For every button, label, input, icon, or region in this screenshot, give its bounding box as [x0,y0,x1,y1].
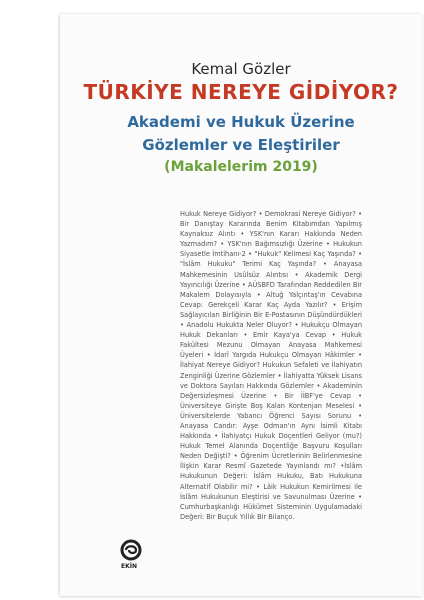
book-cover [60,14,422,596]
subtitle-line-1: Akademi ve Hukuk Üzerine [127,113,355,131]
contents-blurb: Hukuk Nereye Gidiyor? • Demokrasi Nereye Gidiyor? • Bir Danıştay Kararında Benim Kitabımdan Yapılmış Kaynaksız Alıntı • YSK'nın Kararı Hakkında Neden Yazmadım? • YSK'nın Bağımsızlığı Üzerine • Hukukun Siyasetle İmtihanı-2 • "Hukuk" Kelimesi Kaç Yaşında? • "İslâm Hukuku" Terimi Kaç Yaşında? • Anayasa Mahkemesinin Usûlsüz Alıntısı • Akademik Dergi Yayıncılığı Üzerine • AÜSBFD Tarafından Reddedilen Bir Makalem Dolayısıyla • Altuğ Yalçıntaş'ın Cevabına Cevap: Gerekçeli Karar Kaç Ayda Yazılır? • Erişim Sağlayıcıları Birliğinin Bir E-Postasının Düşündürdükleri • Anadolu Hukukta Neler Oluyor? • Hukukçu Olmayan Hukuk Dekanları • Emir Kaya'ya Cevap • Hukuk Fakültesi Mezunu Olmayan Anayasa Mahkemesi Üyeleri • İdarî Yargıda Hukukçu Olmayan Hâkimler • İlahiyat Nereye Gidiyor? Hukukun Sefaleti ve İlahiyatın Zenginliği Üzerine Gözlemler • İlahiyatta Yüksek Lisans ve Doktora Sayıları Hakkında Gözlemler • Akademinin Değersizleşmesi Üzerine • Bir İİBF'ye Cevap • Üniversiteye Girişte Boş Kalan Kontenjan Meselesi • Üniversitelerde Yabancı Öğrenci Sayısı Sorunu • Anayasa Candır: Ayşe Odman'ın Aynı İsimli Kitabı Hakkında • İlahiyatçı Hukuk Doçentleri Geliyor (mu?) Hukuk Temel Alanında Doçentliğe Başvuru Koşulları Neden Değişti? • Öğrenim Ücretlerinin Belirlenmesine İlişkin Karar Resmî Gazetede Yayınlandı mı? •İslâm Hukukunun Değeri: İslâm Hukuku, Batı Hukukuna Alternatif Olabilir mi? • Lâik Hukukun Kemirilmesi ile İslâm Hukukunun Eleştirisi ve Savunulması Üzerine • Cumhurbaşkanlığı Hükümet Sisteminin Uygulamadaki Değeri: Bir Buçuk Yıllık Bir Bilanço. [180,210,362,521]
author-name: Kemal Gözler [191,60,291,78]
subtitle-line-2: Gözlemler ve Eleştiriler [142,136,340,154]
publisher-name: EKİN [121,563,138,570]
subtitle-year: (Makalelerim 2019) [164,159,318,175]
book-title: TÜRKİYE NEREYE GİDİYOR? [83,80,399,104]
